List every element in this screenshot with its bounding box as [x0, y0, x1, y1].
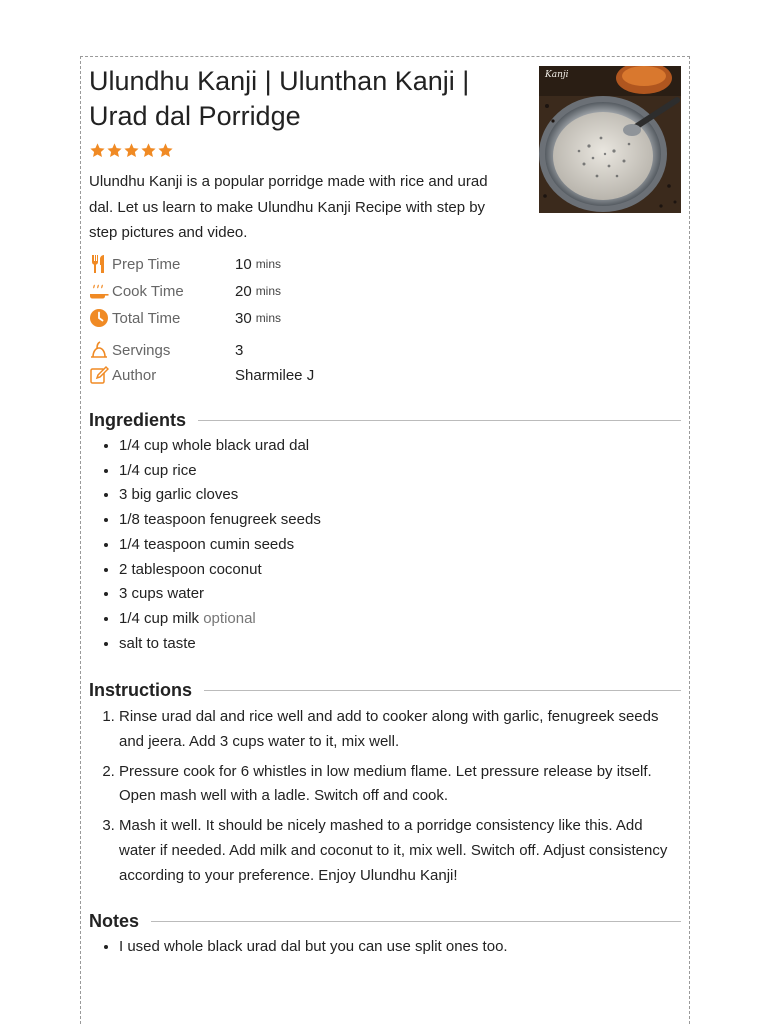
list-item: • 1/4 cup rice: [119, 459, 681, 484]
instructions-list: [89, 705, 681, 894]
list-item: [119, 607, 681, 632]
servings-label: Servings: [112, 341, 171, 359]
list-item: • salt to taste: [119, 632, 681, 657]
divider: [151, 921, 681, 922]
servings-value: 3: [235, 341, 244, 359]
instructions-header: [89, 680, 681, 701]
total-time-value: 30: [235, 309, 252, 327]
star-rating[interactable]: [89, 142, 174, 159]
instructions-heading: Instructions: [89, 680, 193, 700]
svg-text:Kanji: Kanji: [545, 70, 569, 80]
cook-time-label: Cook Time: [112, 282, 184, 300]
prep-time-row: [89, 253, 489, 275]
prep-time-value: 10: [235, 255, 252, 273]
total-time-row: [89, 307, 489, 329]
cook-time-row: [89, 280, 489, 302]
author-label: Author: [112, 366, 157, 384]
utensils-icon: [89, 254, 109, 274]
ingredient-text: 1/4 cup milk: [119, 609, 200, 627]
instruction-step: 2. Pressure cook for 6 whistles in low medium flame. Let pressure release by itself. Open mash well with a ladle. Switch off and cook.: [119, 760, 681, 810]
cook-time-value: 20: [235, 282, 252, 300]
list-item: • 1/8 teaspoon fenugreek seeds: [119, 508, 681, 533]
recipe-photo: [539, 66, 681, 213]
ingredients-list: [89, 434, 681, 656]
star-icon: [106, 142, 123, 159]
list-item: • I used whole black urad dal but you can use split ones too.: [119, 935, 681, 960]
total-time-label: Total Time: [112, 309, 181, 327]
instruction-step: 1. Rinse urad dal and rice well and add to cooker along with garlic, fenugreek seeds and jeera. Add 3 cups water to it, mix well.: [119, 705, 681, 755]
list-item: • 3 big garlic cloves: [119, 483, 681, 508]
notes-list: [89, 935, 681, 960]
author-row: [89, 364, 489, 386]
list-item: • 3 cups water: [119, 582, 681, 607]
recipe-title: Ulundhu Kanji | Ulunthan Kanji | Urad dal Porridge: [89, 66, 470, 131]
list-item: • 1/4 teaspoon cumin seeds: [119, 533, 681, 558]
list-item: • 1/4 cup whole black urad dal: [119, 434, 681, 459]
pencil-icon: [89, 365, 109, 385]
divider: [204, 690, 681, 691]
list-item: • 2 tablespoon coconut: [119, 558, 681, 583]
ingredient-note: optional: [203, 609, 256, 627]
cook-time-unit: mins: [255, 284, 282, 298]
clock-icon: [89, 308, 109, 328]
servings-icon: [89, 340, 109, 360]
author-value: Sharmilee J: [235, 366, 315, 384]
star-icon: [123, 142, 140, 159]
prep-time-label: Prep Time: [112, 255, 181, 273]
star-icon: [140, 142, 157, 159]
prep-time-unit: mins: [255, 257, 282, 271]
instruction-step: 3. Mash it well. It should be nicely mashed to a porridge consistency like this. Add water if needed. Add milk and coconut to it, mix well. Switch off. Adjust consistency according to your preference. Enjoy Ulundhu Kanji!: [119, 814, 681, 888]
star-icon: [157, 142, 174, 159]
total-time-unit: mins: [255, 311, 282, 325]
ingredients-heading: Ingredients: [89, 410, 187, 430]
star-icon: [89, 142, 106, 159]
notes-heading: Notes: [89, 911, 140, 931]
notes-header: [89, 911, 681, 932]
recipe-summary: Ulundhu Kanji is a popular porridge made with rice and urad dal. Let us learn to make Ulundhu Kanji Recipe with step by step pictures and video.: [89, 173, 488, 241]
ingredients-header: [89, 410, 681, 431]
pan-icon: [89, 281, 109, 301]
divider: [198, 420, 681, 421]
servings-row: [89, 339, 489, 361]
